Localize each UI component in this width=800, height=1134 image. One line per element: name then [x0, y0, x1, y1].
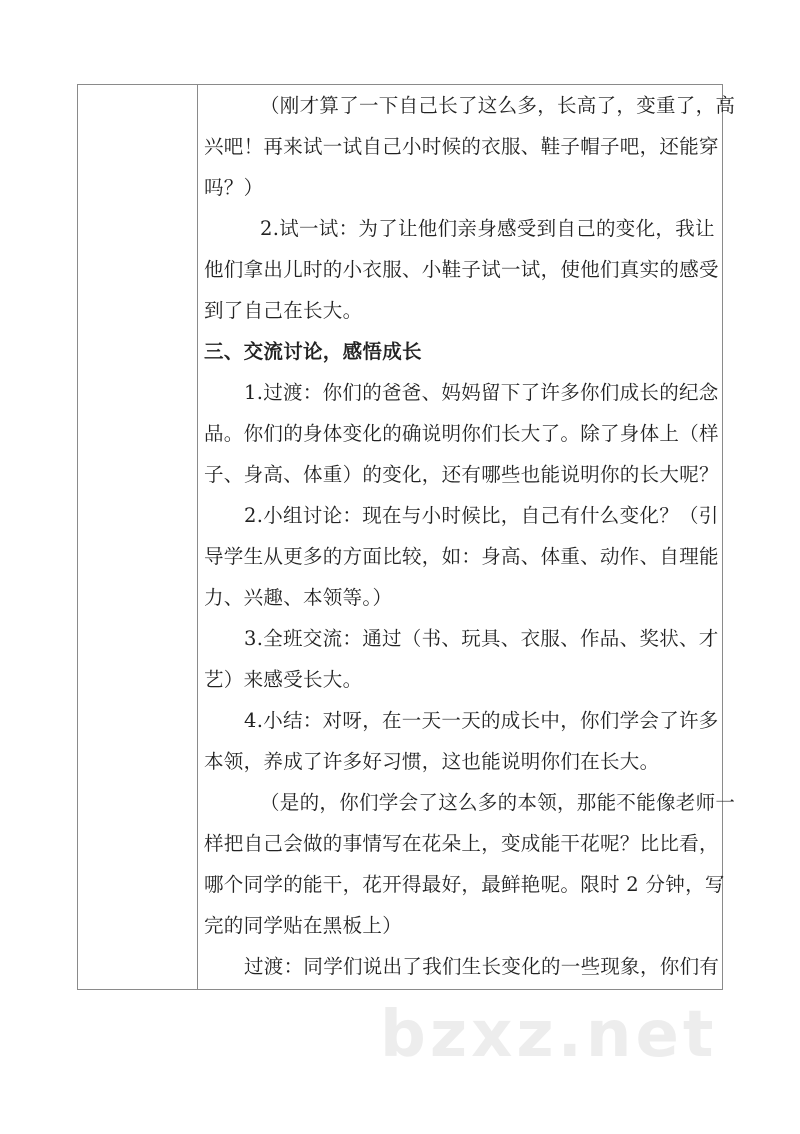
text-line: 品。你们的身体变化的确说明你们长大了。除了身体上（样	[204, 422, 719, 445]
text-line: 3.全班交流：通过（书、玩具、衣服、作品、奖状、才	[244, 627, 719, 650]
column-divider	[197, 85, 198, 989]
text-line: 2.小组讨论：现在与小时候比，自己有什么变化？（引	[244, 504, 719, 527]
text-line: 过渡：同学们说出了我们生长变化的一些现象，你们有	[244, 955, 720, 978]
text-line: 吗？）	[204, 176, 264, 199]
text-line: 1.过渡：你们的爸爸、妈妈留下了许多你们成长的纪念	[244, 381, 719, 404]
text-line: 他们拿出儿时的小衣服、小鞋子试一试，使他们真实的感受	[204, 258, 719, 281]
text-line: 哪个同学的能干，花开得最好，最鲜艳呢。限时 2 分钟，写	[204, 873, 725, 896]
text-line: 本领，养成了许多好习惯，这也能说明你们在长大。	[204, 750, 660, 773]
text-line: 2.试一试：为了让他们亲身感受到自己的变化，我让	[260, 217, 715, 240]
text-line: 4.小结：对呀，在一天一天的成长中，你们学会了许多	[244, 709, 719, 732]
section-heading: 三、交流讨论，感悟成长	[204, 340, 422, 363]
text-line: 到了自己在长大。	[204, 299, 363, 322]
text-line: 力、兴趣、本领等。）	[204, 586, 393, 609]
watermark: bzxz.net	[380, 998, 718, 1072]
text-line: （是的，你们学会了这么多的本领，那能不能像老师一	[260, 791, 736, 814]
text-line: 完的同学贴在黑板上）	[204, 914, 403, 937]
text-line: 样把自己会做的事情写在花朵上，变成能干花呢？比比看，	[204, 832, 719, 855]
lesson-content-cell	[204, 85, 736, 987]
text-line: （刚才算了一下自己长了这么多，长高了，变重了，高	[260, 94, 736, 117]
text-line: 导学生从更多的方面比较，如：身高、体重、动作、自理能	[204, 545, 719, 568]
text-line: 子、身高、体重）的变化，还有哪些也能说明你的长大呢？	[204, 463, 719, 486]
text-line: 艺）来感受长大。	[204, 668, 363, 691]
text-line: 兴吧！再来试一试自己小时候的衣服、鞋子帽子吧，还能穿	[204, 135, 719, 158]
